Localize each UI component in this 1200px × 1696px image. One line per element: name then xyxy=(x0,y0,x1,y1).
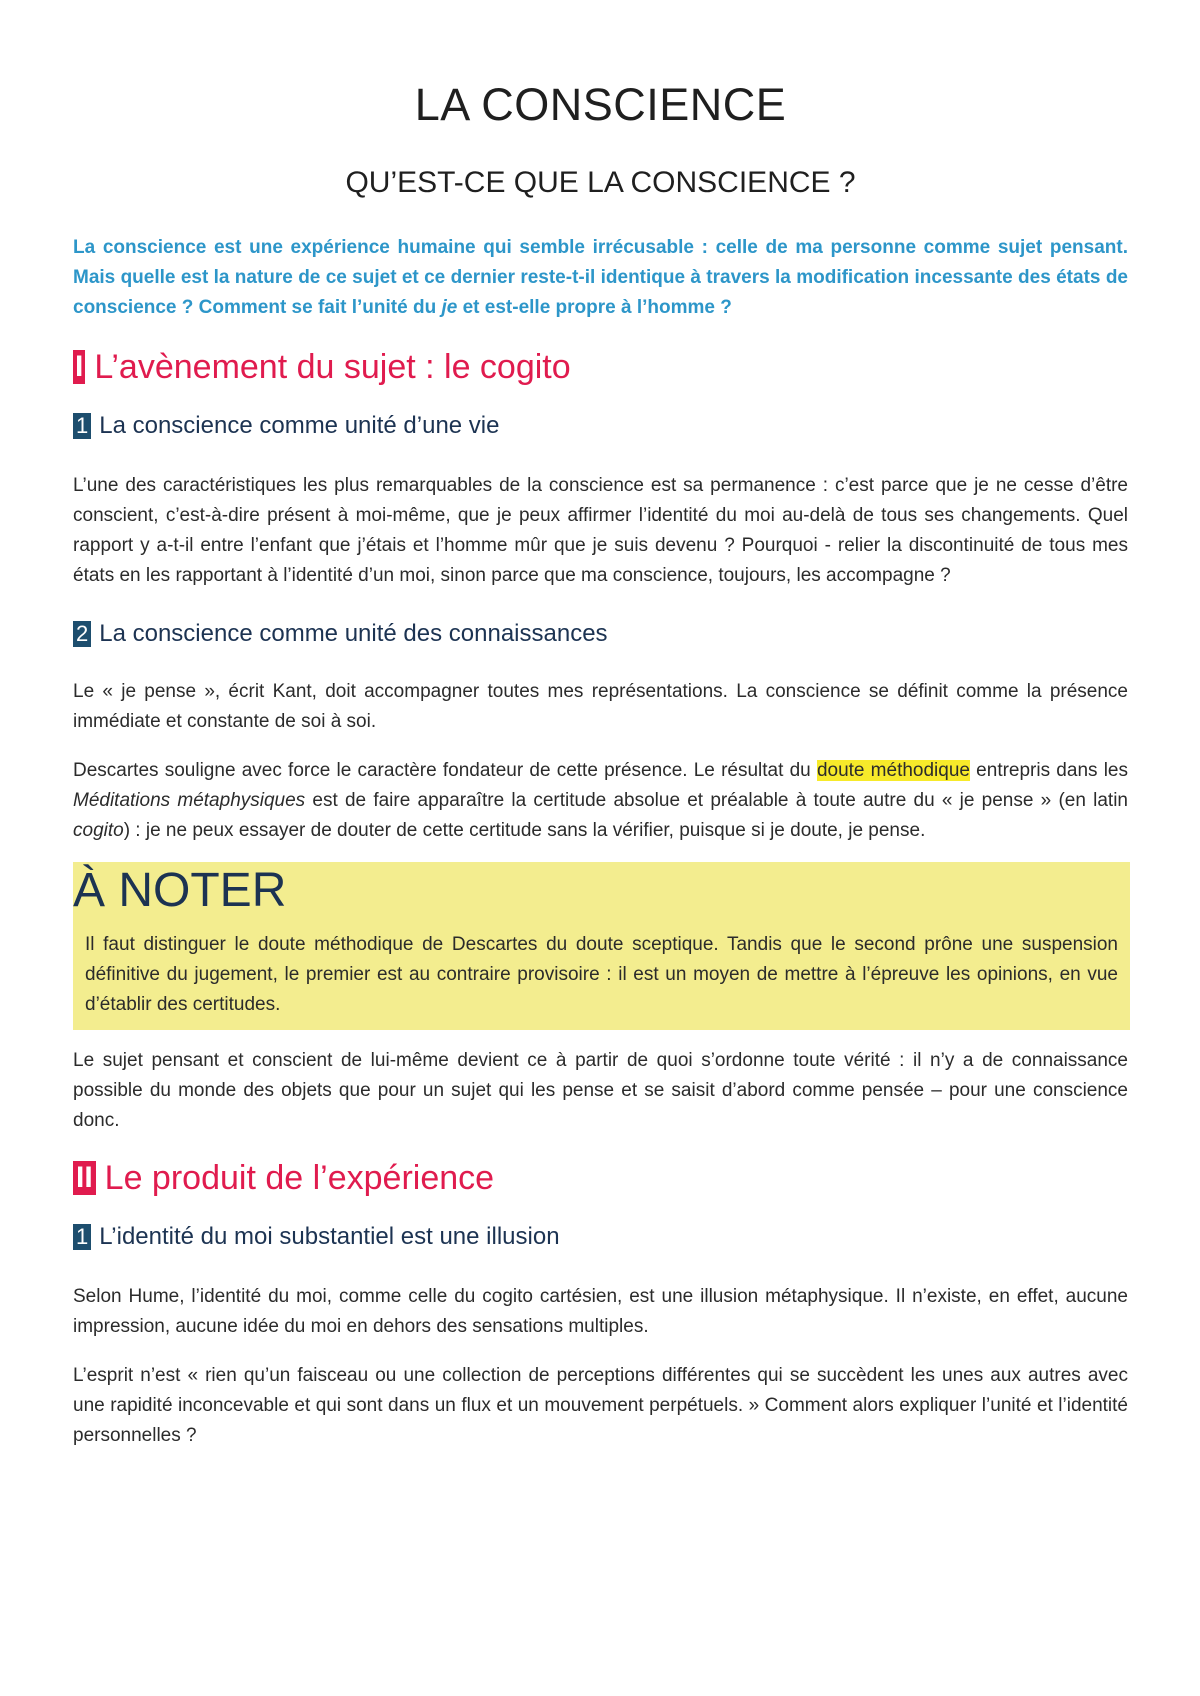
intro-text-2: et est-elle propre à l’homme ? xyxy=(457,297,732,318)
section-title: La conscience comme unité d’une vie xyxy=(99,412,500,439)
part-2-section-1-heading xyxy=(73,1220,1128,1254)
note-box xyxy=(73,862,1130,1030)
part-1-section-2-paragraph-2 xyxy=(73,756,1128,846)
document-subtitle: QU’EST-CE QUE LA CONSCIENCE ? xyxy=(345,166,856,199)
note-text: Il faut distinguer le doute méthodique de Descartes du doute sceptique. Tandis que le second prône une suspension définitive du jugement, le premier est au contraire provisoire : il est un moyen de mettre à l’épreuve les opinions, en vue d’établir des certitudes. xyxy=(85,934,1118,1015)
section-number: 1 xyxy=(73,1224,91,1250)
part-1-title: L’avènement du sujet : le cogito xyxy=(94,348,571,386)
part-1-section-2-paragraph-1: Le « je pense », écrit Kant, doit accompagner toutes mes représentations. La conscience se définit comme la présence immédiate et constante de soi à soi. xyxy=(73,681,1128,732)
section-title: La conscience comme unité des connaissances xyxy=(99,620,608,647)
part-1-section-2-heading xyxy=(73,617,1128,651)
highlighted-term: doute méthodique xyxy=(816,760,970,781)
section-number: 2 xyxy=(73,621,91,647)
text-segment: entrepris dans les xyxy=(969,760,1129,781)
text-segment: ) : je ne peux essayer de douter de cette certitude sans la vérifier, puisque si je doute, je pense. xyxy=(123,820,926,841)
text-segment: est de faire apparaître la certitude absolue et préalable à toute autre du « je pense » (en latin xyxy=(305,790,1128,811)
part-2-section-1-paragraph-2: L’esprit n’est « rien qu’un faisceau ou une collection de perceptions différentes qui se succèdent les unes aux autres avec une rapidité inconcevable et qui sont dans un flux et un mouvement perpétuels. » Comment alors expliquer l’unité et l’identité personnelles ? xyxy=(73,1365,1128,1446)
section-number: 1 xyxy=(73,413,91,439)
part-1-heading xyxy=(73,345,1128,389)
book-title: Méditations métaphysiques xyxy=(73,790,306,811)
part-1-section-1-paragraph: L’une des caractéristiques les plus remarquables de la conscience est sa permanence : c’est parce que je ne cesse d’être conscient, c’est-à-dire présent à moi-même, que je peux affirmer l’identité du moi au-delà de tous ses changements. Quel rapport y a-t-il entre l’enfant que j’étais et l’homme mûr que je suis devenu ? Pourquoi - relier la discontinuité de tous mes états en les rapportant à l’identité d’un moi, sinon parce que ma conscience, toujours, les accompagne ? xyxy=(73,475,1128,586)
intro-emphasis: je xyxy=(441,297,458,318)
section-title: L’identité du moi substantiel est une illusion xyxy=(99,1223,560,1250)
document-title: LA CONSCIENCE xyxy=(414,79,787,130)
part-1-section-1-heading xyxy=(73,409,1128,443)
intro-paragraph xyxy=(73,233,1128,323)
latin-term: cogito xyxy=(73,820,124,841)
part-2-section-1-paragraph-1: Selon Hume, l’identité du moi, comme celle du cogito cartésien, est une illusion métaphysique. Il n’existe, en effet, aucune impression, aucune idée du moi en dehors des sensations multiples. xyxy=(73,1286,1128,1337)
part-2-title: Le produit de l’expérience xyxy=(104,1159,495,1197)
intro-text-1: La conscience est une expérience humaine qui semble irrécusable : celle de ma personne comme sujet pensant. Mais quelle est la nature de ce sujet et ce dernier reste-t-il identique à travers la modification incessante des états de conscience ? Comment se fait l’unité du xyxy=(73,237,1128,318)
part-2-number: II xyxy=(73,1161,96,1195)
text-segment: Descartes souligne avec force le caractère fondateur de cette présence. Le résultat du xyxy=(73,760,817,781)
part-2-heading xyxy=(73,1156,1128,1200)
note-title: À NOTER xyxy=(73,864,287,917)
part-1-closing-paragraph: Le sujet pensant et conscient de lui-même devient ce à partir de quoi s’ordonne toute vérité : il n’y a de connaissance possible du monde des objets que pour un sujet qui les pense et se saisit d’abord comme pensée – pour une conscience donc. xyxy=(73,1050,1128,1131)
part-1-number: I xyxy=(75,350,84,383)
